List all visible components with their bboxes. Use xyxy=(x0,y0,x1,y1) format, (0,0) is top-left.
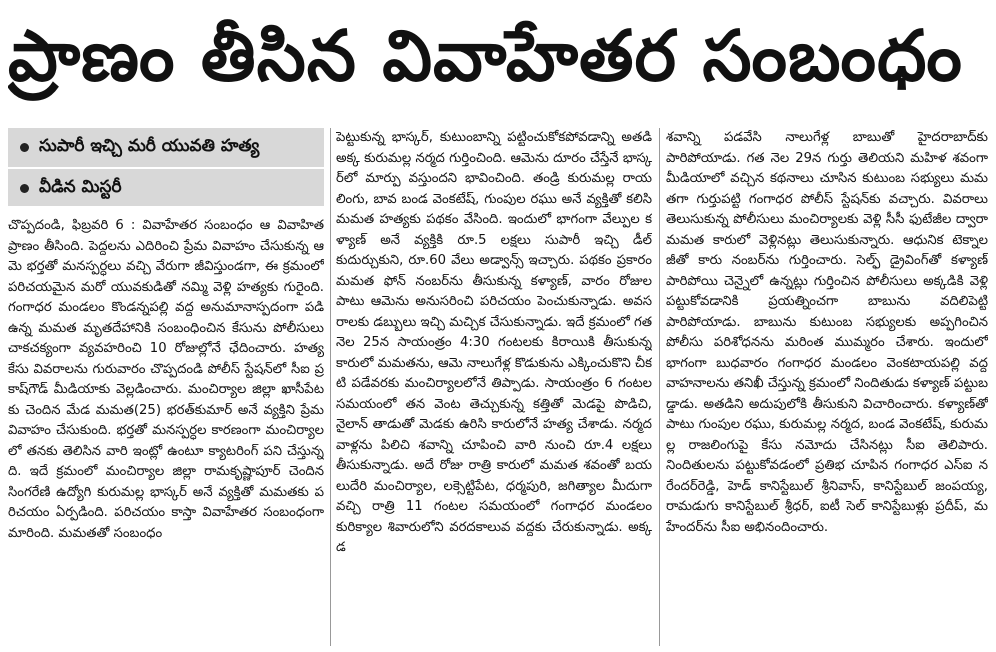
article-column-2: పెట్టుకున్న భాస్కర్, కుటుంబాన్ని పట్టించుకోకపోవడాన్ని అతడి అక్క కురుమల్ల నర్మద గుర్తించింది. ఆమెను దూరం చేస్తేనే భాస్కర్‌లో మార్పు వస్తుందని భావించింది. తండ్రి కురుమల్ల రాయలింగు, బావ బండ వెంకటేష్, గుంపుల రఘు అనే వ్యక్తితో కలిసి మమత హత్యకు పథకం వేసింది. ఇందులో భాగంగా వేల్పుల కళ్యాణ్ అనే వ్యక్తికి రూ.5 లక్షలు సుపారీ ఇచ్చి డీల్ కుదుర్చుకుని, రూ.60 వేలు అడ్వాన్స్ ఇచ్చారు. పథకం ప్రకారం మమత ఫోన్ నంబర్‌ను తీసుకున్న కళ్యాణ్, వారం రోజుల పాటు ఆమెను అనుసరించి పరిచయం పెంచుకున్నాడు. అవసరాలకు డబ్బులు ఇచ్చి మచ్చిక చేసుకున్నాడు. ఇదే క్రమంలో గత నెల 25న సాయంత్రం 4:30 గంటలకు కిరాయికి తీసుకున్న కారులో మమతను, ఆమె నాలుగేళ్ల కొడుకును ఎక్కించుకొని చీకటి పడేవరకు మంచిర్యాలలోనే తిప్పాడు. సాయంత్రం 6 గంటల సమయంలో తన వెంట తెచ్చుకున్న కత్తితో మెడపై పొడిచి, నైలాన్ తాడుతో మెడకు ఉరిసి కారులోనే హత్య చేశాడు. నర్మద వాళ్లను పిలిచి శవాన్ని చూపించి వారి నుంచి రూ.4 లక్షలు తీసుకున్నాడు. అదే రోజు రాత్రి కారులో మమత శవంతో బయలుదేరి మంచిర్యాల, లక్సెట్టిపేట, ధర్మపురి, జగిత్యాల మీదుగా వచ్చి రాత్రి 11 గంటల సమయంలో గంగాధర మండలం కురిక్యాల శివారులోని వరదకాలువ వద్దకు చేరుకున్నాడు. అక్కడ xyxy=(336,130,652,555)
highlights-box xyxy=(8,128,324,206)
article-column-1: చొప్పదండి, ఫిబ్రవరి 6 : వివాహేతర సంబంధం ఆ వివాహిత ప్రాణం తీసింది. పెద్దలను ఎదిరించి ప్రేమ వివాహం చేసుకున్న ఆమె భర్తతో మనస్పర్ధలు వచ్చి వేరుగా జీవిస్తుండగా, ఈ క్రమంలో పరిచయమైన మరో యువకుడితో నమ్మి వెళ్లి హత్యకు గురైంది. గంగాధర మండలం కొండన్నపల్లి వద్ద అనుమానాస్పదంగా పడి ఉన్న మమత మృతదేహానికి సంబంధించిన కేసును పోలీసులు చాకచక్యంగా వ్యవహరించి 10 రోజుల్లోనే ఛేదించారు. హత్య కేసు వివరాలను గురువారం చొప్పదండి పోలీస్ స్టేషన్‌లో సీఐ ప్రకాష్‌గౌడ్ మీడియాకు వెల్లడించారు. మంచిర్యాల జిల్లా ఖాసీపేటకు చెందిన మేడ మమత(25) భరత్‌కుమార్ అనే వ్యక్తిని ప్రేమ వివాహం చేసుకుంది. భర్తతో మనస్పర్ధల కారణంగా మంచిర్యాలలో తనకు తెలిసిన వారి ఇంట్లో ఉంటూ క్యాటరింగ్ పని చేస్తున్నది. ఇదే క్రమంలో మంచిర్యాల జిల్లా రామకృష్ణాపూర్ చెందిన సింగరేణి ఉద్యోగి కురుమల్ల భాస్కర్ అనే వ్యక్తితో మమతకు పరిచయం ఏర్పడింది. పరిచయం కాస్తా వివాహేతర సంబంధంగా మారింది. మమతతో సంబంధం xyxy=(8,218,324,541)
highlight-text: సుపారీ ఇచ్చి మరీ యువతి హత్య xyxy=(39,135,260,156)
column-divider xyxy=(330,128,331,646)
bullet-icon xyxy=(20,143,29,152)
article-column-3: శవాన్ని పడవేసి నాలుగేళ్ల బాబుతో హైదరాబాద్‌కు పారిపోయాడు. గత నెల 29న గుర్తు తెలియని మహిళ శవంగా మీడియాలో వచ్చిన కథనాలు చూసిన కుటుంబ సభ్యులు మమతగా గుర్తుపట్టి గంగాధర పోలీస్ స్టేషన్‌కు వచ్చారు. వివరాలు తెలుసుకున్న పోలీసులు మంచిర్యాలకు వెళ్లి సీసీ ఫుటేజీల ద్వారా మమత కారులో వెళ్లినట్లు తెలుసుకున్నారు. ఆధునిక టెక్నాలజీతో కారు నంబర్‌ను గుర్తించారు. సెల్ఫ్ డ్రైవింగ్‌తో కళ్యాణ్ పారిపోయి చెన్నైలో ఉన్నట్లు గుర్తించిన పోలీసులు అక్కడికి వెళ్లి పట్టుకోవడానికి ప్రయత్నించగా బాబును వదిలిపెట్టి పారిపోయాడు. బాబును కుటుంబ సభ్యులకు అప్పగించిన పోలీసు పరిశోధనను మరింత ముమ్మరం చేశారు. ఇందులో భాగంగా బుధవారం గంగాధర మండలం వెంకటాయపల్లి వద్ద వాహనాలను తనిఖీ చేస్తున్న క్రమంలో నిందితుడు కళ్యాణ్ పట్టుబడ్డాడు. అతడిని అదుపులోకి తీసుకుని విచారించారు. కళ్యాణ్‌తో పాటు గుంపుల రఘు, కురుమల్ల నర్మద, బండ వెంకటేష్, కురుమల్ల రాజలింగుపై కేసు నమోదు చేసినట్లు సీఐ తెలిపారు. నిందితులను పట్టుకోవడంలో ప్రతిభ చూపిన గంగాధర ఎస్ఐ నరేందర్‌రెడ్డి, హెడ్ కానిస్టేబుల్ శ్రీనివాస్, కానిస్టేబుల్ జంపయ్య, రామడుగు కానిస్టేబుల్ శ్రీధర్, ఐటీ సెల్ కానిస్టేబుళ్లు ప్రదీప్, మహేందర్‌ను సీఐ అభినందించారు. xyxy=(666,130,988,535)
bullet-icon xyxy=(20,184,29,193)
highlight-item xyxy=(8,167,324,208)
highlight-item xyxy=(8,128,324,167)
column-divider xyxy=(659,128,660,646)
headline: ప్రాణం తీసిన వివాహేతర సంబంధం xyxy=(8,15,963,97)
highlight-text: వీడిన మిస్టరీ xyxy=(39,176,122,197)
